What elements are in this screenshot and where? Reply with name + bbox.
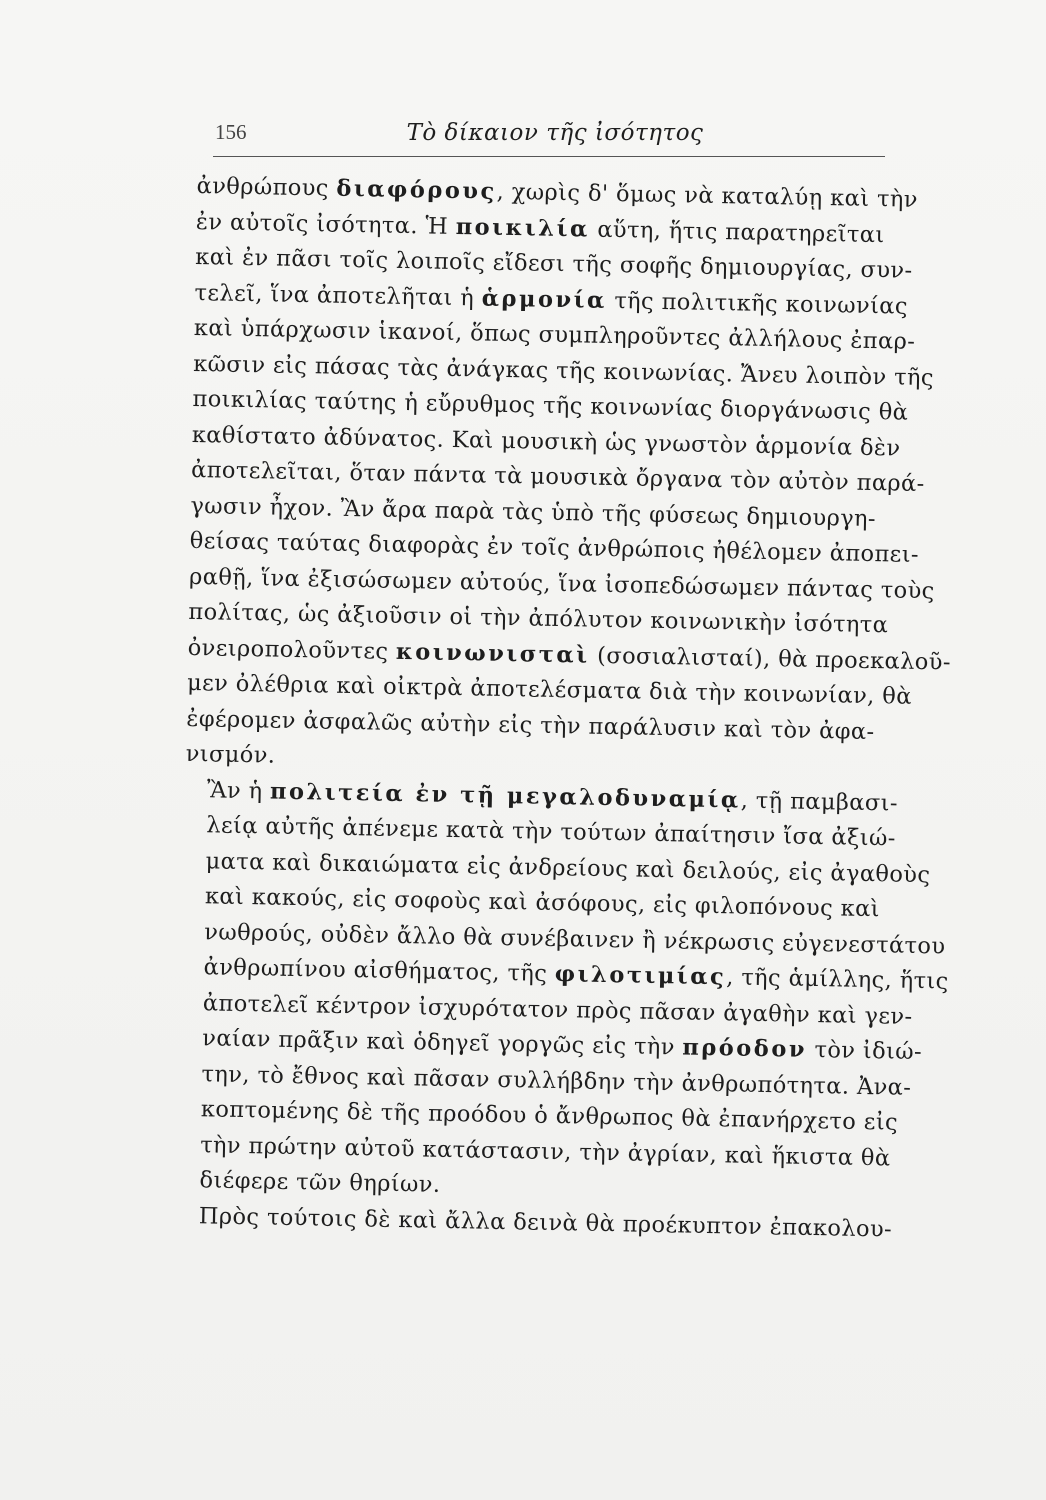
text-run: , χωρὶς δ' ὅμως νὰ καταλύῃ καὶ τὴν: [496, 178, 919, 213]
emphasized-term: ἁρμονία: [481, 284, 608, 314]
text-run: Ἂν ἡ: [206, 776, 271, 805]
text-run: ἀνθρώπους: [196, 172, 337, 202]
text-run: ἀποτελεῖται, ὅταν πάντα τὰ μουσικὰ ὄργανα τὸν αὐτὸν παρά-: [190, 456, 925, 498]
text-run: ἐφέρομεν ἀσφαλῶς αὐτὴν εἰς τὴν παράλυσιν καὶ τὸν ἀφα-: [186, 705, 875, 745]
text-run: αὕτη, ἥτις παρατηρεῖται: [589, 216, 885, 248]
text-run: καθίστατο ἀδύνατος. Καὶ μουσικὴ ὡς γνωστὸν ἁρμονία δὲν: [191, 421, 901, 462]
text-run: ναίαν πρᾶξιν καὶ ὁδηγεῖ γοργῶς εἰς τὴν: [202, 1025, 683, 1061]
body-text: [176, 166, 952, 1247]
emphasized-term: πολιτεία ἐν τῇ μεγαλοδυναμίᾳ: [269, 778, 741, 814]
text-run: καὶ κακούς, εἰς σοφοὺς καὶ ἀσόφους, εἰς φιλοπόνους καὶ: [204, 883, 881, 923]
text-run: ραθῇ, ἵνα ἐξισώσωμεν αὐτούς, ἵνα ἰσοπεδώσωμεν πάντας τοὺς: [188, 563, 935, 604]
emphasized-term: ποικιλία: [455, 213, 591, 243]
text-run: (σοσιαλισταί), θὰ προεκαλοῦ-: [589, 642, 952, 676]
text-run: Πρὸς τούτοις δὲ καὶ ἄλλα δεινὰ θὰ προέκυπτον ἐπακολου-: [198, 1202, 893, 1243]
text-run: ἀνθρωπίνου αἰσθήματος, τῆς: [203, 954, 556, 988]
text-run: νισμόν.: [185, 740, 276, 769]
text-run: , τῇ παμβασι-: [740, 787, 899, 817]
text-run: καὶ ὑπάρχωσιν ἱκανοί, ὅπως συμπληροῦντες ἀλλήλους ἐπαρ-: [193, 314, 916, 355]
text-run: λείᾳ αὐτῆς ἀπένεμε κατὰ τὴν τούτων ἀπαίτησιν ἴσα ἀξιώ-: [206, 812, 897, 852]
text-run: κοπτομένης δὲ τῆς προόδου ὁ ἄνθρωπος θὰ ἐπανήρχετο εἰς: [200, 1096, 899, 1136]
text-run: τῆς πολιτικῆς κοινωνίας: [606, 287, 909, 320]
text-run: κῶσιν εἰς πάσας τὰς ἀνάγκας τῆς κοινωνίας. Ἄνευ λοιπὸν τῆς: [192, 350, 935, 391]
page-header: [215, 112, 895, 156]
paragraph-1: [185, 169, 952, 786]
text-run: τὸν ἰδιώ-: [806, 1036, 923, 1066]
text-run: , τῆς ἁμίλλης, ἥτις: [725, 964, 949, 995]
text-run: πολίτας, ὡς ἀξιοῦσιν οἱ τὴν ἀπόλυτον κοινωνικὴν ἰσότητα: [188, 598, 889, 639]
text-run: ματα καὶ δικαιώματα εἰς ἀνδρείους καὶ δειλούς, εἰς ἀγαθοὺς: [205, 847, 931, 888]
text-run: γωσιν ἦχον. Ἂν ἄρα παρὰ τὰς ὑπὸ τῆς φύσεως δημιουργη-: [190, 492, 877, 532]
text-run: ποικιλίας ταύτης ἡ εὔρυθμος τῆς κοινωνίας διοργάνωσις θὰ: [192, 385, 909, 426]
text-run: ἀποτελεῖ κέντρον ἰσχυρότατον πρὸς πᾶσαν ἀγαθὴν καὶ γεν-: [202, 989, 913, 1030]
text-run: θείσας ταύτας διαφορὰς ἐν τοῖς ἀνθρώποις ἠθέλομεν ἀποπει-: [189, 527, 920, 568]
text-run: ὀνειροπολοῦντες: [187, 634, 397, 665]
text-run: τὴν πρώτην αὐτοῦ κατάστασιν, τὴν ἀγρίαν, καὶ ἥκιστα θὰ: [199, 1131, 891, 1171]
emphasized-term: πρόοδον: [682, 1034, 808, 1063]
running-title: Τὸ δίκαιον τῆς ἰσότητος: [406, 120, 704, 146]
text-run: την, τὸ ἔθνος καὶ πᾶσαν συλλήβδην τὴν ἀνθρωπότητα. Ἀνα-: [201, 1060, 912, 1101]
emphasized-term: φιλοτιμίας: [554, 961, 727, 991]
text-run: τελεῖ, ἵνα ἀποτελῆται ἡ: [194, 279, 482, 311]
emphasized-term: διαφόρους: [336, 175, 497, 205]
emphasized-term: κοινωνισταὶ: [395, 638, 590, 669]
text-run: διέφερε τῶν θηρίων.: [199, 1167, 441, 1198]
text-run: ἐν αὐτοῖς ἰσότητα. Ἡ: [195, 208, 456, 240]
paragraph-2: [177, 772, 949, 1212]
page-number: 156: [215, 120, 247, 144]
header-rule: [213, 156, 885, 157]
text-run: μεν ὀλέθρια καὶ οἰκτρὰ ἀποτελέσματα διὰ τὴν κοινωνίαν, θὰ: [186, 669, 913, 710]
text-run: νωθρούς, οὐδὲν ἄλλο θὰ συνέβαινεν ἢ νέκρωσις εὐγενεστάτου: [204, 918, 946, 960]
text-run: καὶ ἐν πᾶσι τοῖς λοιποῖς εἴδεσι τῆς σοφῆς δημιουργίας, συν-: [195, 243, 913, 284]
